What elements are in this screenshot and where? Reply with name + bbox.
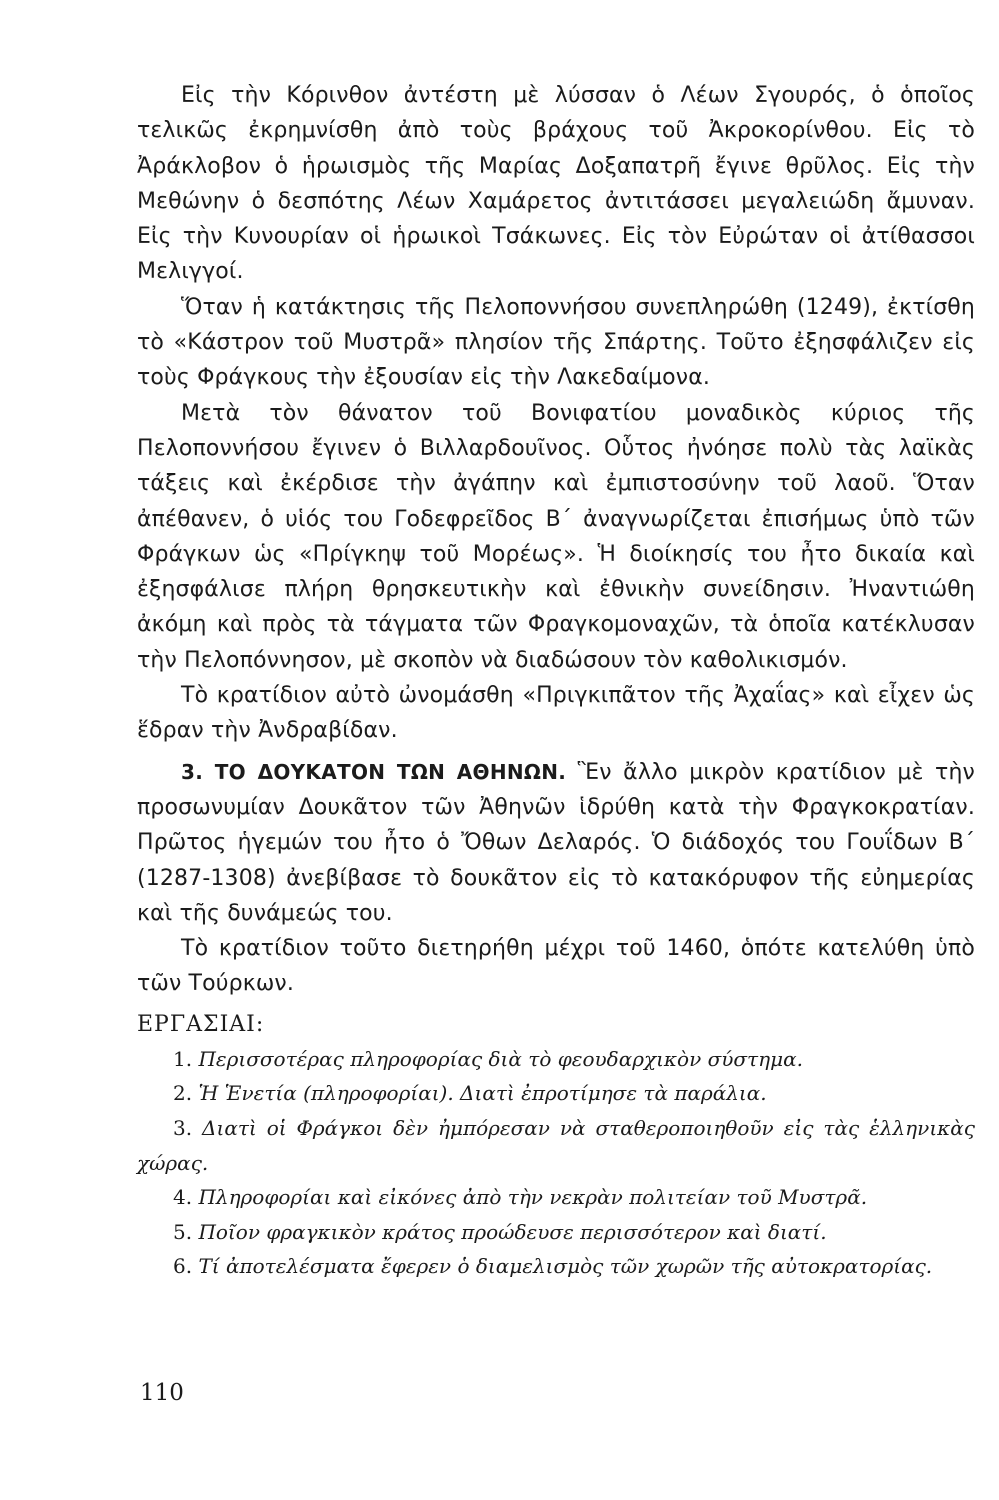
task-number: 2. [173, 1081, 193, 1106]
task-number: 4. [173, 1185, 193, 1210]
task-item [137, 1180, 975, 1215]
paragraph-villehardouin: Μετὰ τὸν θάνατον τοῦ Βονιφατίου μοναδικὸς κύριος τῆς Πελοποννήσου ἔγινεν ὁ Βιλλαρδουῖνος. Οὗτος ἠνόησε πολὺ τὰς λαϊκὰς τάξεις καὶ ἐκέρδισε τὴν ἀγάπην καὶ ἐμπιστοσύνην τοῦ λαοῦ. Ὅταν ἀπέθανεν, ὁ υἱός του Γοδεφρεῖδος Β΄ ἀναγνωρίζεται ἐπισήμως ὑπὸ τῶν Φράγκων ὡς «Πρίγκηψ τοῦ Μορέως». Ἡ διοίκησίς του ἦτο δικαία καὶ ἐξησφάλισε πλήρη θρησκευτικὴν καὶ ἐθνικὴν συνείδησιν. Ἠναντιώθη ἀκόμη καὶ πρὸς τὰ τάγματα τῶν Φραγκομοναχῶν, τὰ ὁποῖα κατέκλυσαν τὴν Πελοπόννησον, μὲ σκοπὸν νὰ διαδώσουν τὸν καθολικισμόν. [137, 400, 975, 673]
task-text: Διατὶ οἱ Φράγκοι δὲν ἠμπόρεσαν νὰ σταθεροποιηθοῦν εἰς τὰς ἑλληνικὰς χώρας. [137, 1115, 975, 1175]
task-number: 6. [173, 1254, 193, 1279]
task-item [137, 1249, 975, 1284]
task-text: Περισσοτέρας πληροφορίας διὰ τὸ φεουδαρχικὸν σύστημα. [198, 1046, 803, 1071]
task-text: Τί ἀποτελέσματα ἔφερεν ὁ διαμελισμὸς τῶν χωρῶν τῆς αὐτοκρατορίας. [198, 1254, 933, 1279]
tasks-title: ΕΡΓΑΣΙΑΙ: [137, 1011, 265, 1037]
task-item [137, 1215, 975, 1250]
section-heading: 3. ΤΟ ΔΟΥΚΑΤΟΝ ΤΩΝ ΑΘΗΝΩΝ. [181, 759, 567, 784]
task-text: Ἡ Ἑνετία (πληροφορίαι). Διατὶ ἐπροτίμησε τὰ παράλια. [198, 1081, 767, 1106]
section-body: Ἓν ἄλλο μικρὸν κρατίδιον μὲ τὴν προσωνυμίαν Δουκᾶτον τῶν Ἀθηνῶν ἱδρύθη κατὰ τὴν Φραγκοκρατίαν. Πρῶτος ἡγεμών του ἦτο ὁ Ὄθων Δελαρός. Ὁ διάδοχός του Γουΐδων Β΄ (1287-1308) ἀνεβίβασε τὸ δουκᾶτον εἰς τὸ κατακόρυφον τῆς εὐημερίας καὶ τῆς δυνάμεώς του. [137, 759, 975, 926]
section-duchy-athens [137, 755, 975, 931]
task-item [137, 1076, 975, 1111]
page-number: 110 [140, 1380, 184, 1406]
task-number: 5. [173, 1219, 193, 1244]
paragraph-principality-achaea: Τὸ κρατίδιον αὐτὸ ὠνομάσθη «Πριγκιπᾶτον τῆς Ἀχαΐας» καὶ εἶχεν ὡς ἕδραν τὴν Ἀνδραβίδαν. [137, 683, 975, 744]
task-text: Ποῖον φραγκικὸν κράτος προώδευσε περισσότερον καὶ διατί. [198, 1219, 827, 1244]
task-number: 3. [173, 1115, 193, 1140]
task-item [137, 1111, 975, 1180]
page-content [137, 78, 975, 1284]
tasks-list [137, 1042, 975, 1284]
task-text: Πληροφορίαι καὶ εἰκόνες ἀπὸ τὴν νεκρὰν πολιτείαν τοῦ Μυστρᾶ. [198, 1185, 868, 1210]
task-item [137, 1042, 975, 1077]
task-number: 1. [173, 1046, 193, 1071]
paragraph-mystras-castle: Ὅταν ἡ κατάκτησις τῆς Πελοποννήσου συνεπληρώθη (1249), ἐκτίσθη τὸ «Κάστρον τοῦ Μυστρᾶ» πλησίον τῆς Σπάρτης. Τοῦτο ἐξησφάλιζεν εἰς τοὺς Φράγκους τὴν ἐξουσίαν εἰς τὴν Λακεδαίμονα. [137, 294, 975, 391]
paragraph-duchy-end: Τὸ κρατίδιον τοῦτο διετηρήθη μέχρι τοῦ 1460, ὁπότε κατελύθη ὑπὸ τῶν Τούρκων. [137, 936, 975, 997]
paragraph-resistance: Εἰς τὴν Κόρινθον ἀντέστη μὲ λύσσαν ὁ Λέων Σγουρός, ὁ ὁποῖος τελικῶς ἐκρημνίσθη ἀπὸ τοὺς βράχους τοῦ Ἀκροκορίνθου. Εἰς τὸ Ἀράκλοβον ὁ ἡρωισμὸς τῆς Μαρίας Δοξαπατρῆ ἔγινε θρῦλος. Εἰς τὴν Μεθώνην ὁ δεσπότης Λέων Χαμάρετος ἀντιτάσσει μεγαλειώδη ἄμυναν. Εἰς τὴν Κυνουρίαν οἱ ἡρωικοὶ Τσάκωνες. Εἰς τὸν Εὐρώταν οἱ ἀτίθασσοι Μελιγγοί. [137, 83, 975, 285]
